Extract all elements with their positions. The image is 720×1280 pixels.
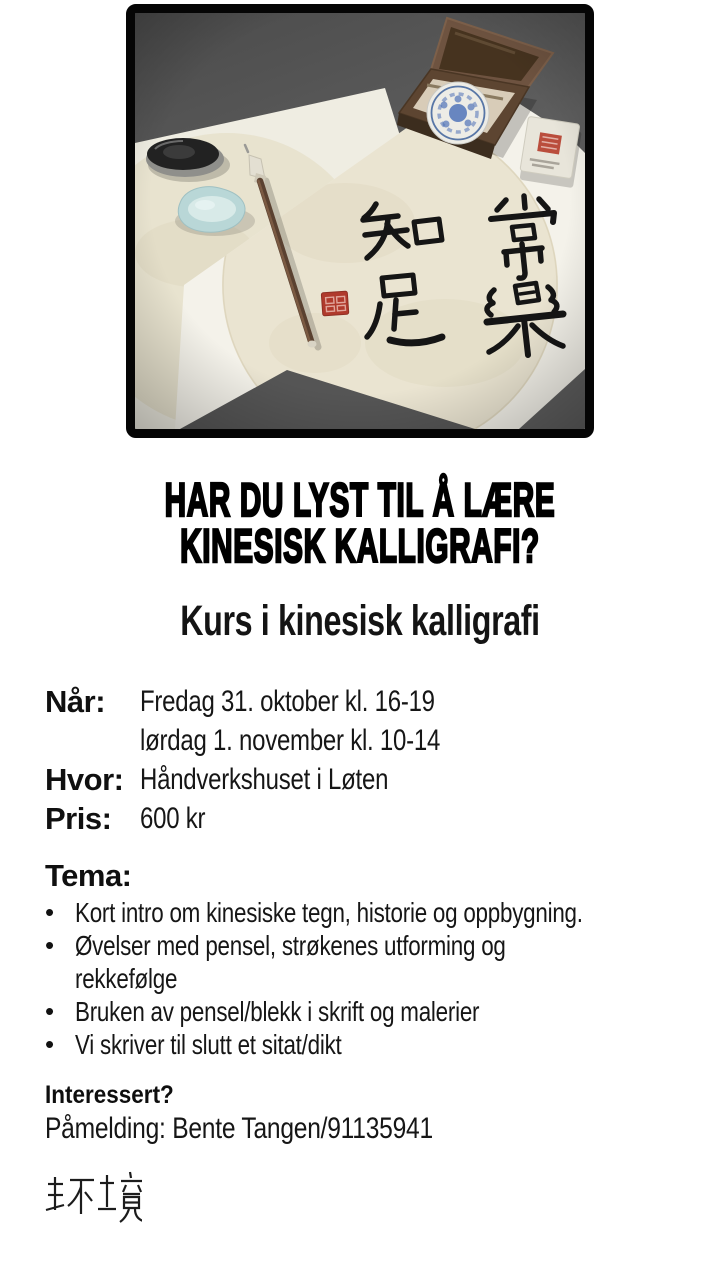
cjk-watermark (42, 1168, 142, 1226)
event-details (45, 682, 685, 838)
detail-value-when: Fredag 31. oktober kl. 16-19 lørdag 1. november kl. 10-14 (140, 685, 441, 757)
cjk-watermark-art (42, 1168, 142, 1226)
bullet-marker: • (45, 1029, 55, 1059)
tema-heading: Tema: (45, 858, 132, 893)
photo-vignette (135, 13, 585, 429)
detail-value-where: Håndverkshuset i Løten (140, 763, 389, 796)
detail-row-where (45, 760, 685, 799)
detail-label-where: Hvor: (45, 762, 124, 797)
course-photo (126, 4, 594, 438)
detail-row-when (45, 682, 685, 760)
tema-bullet-4: • Vi skriver til slutt et sitat/dikt (45, 1029, 342, 1060)
signup-info: Påmelding: Bente Tangen/91135941 (45, 1112, 433, 1145)
detail-row-price (45, 799, 685, 838)
detail-label-price: Pris: (45, 801, 112, 836)
detail-label-when: Når: (45, 684, 106, 719)
bullet-marker: • (45, 996, 55, 1026)
tema-bullet-1: • Kort intro om kinesiske tegn, historie og oppbygning. (45, 897, 583, 928)
bullet-marker: • (45, 930, 55, 960)
tema-section (45, 858, 705, 1061)
detail-value-price: 600 kr (140, 802, 206, 835)
bullet-marker: • (45, 897, 55, 927)
contact-section (45, 1080, 685, 1146)
headline-line-2: KINESISK KALLIGRAFI? (180, 518, 540, 573)
poster-headline (0, 472, 720, 573)
interested-heading: Interessert? (45, 1081, 174, 1109)
calligraphy-photo-art (135, 13, 585, 429)
tema-bullet-2: • Øvelser med pensel, strøkenes utforming og rekkefølge (45, 930, 506, 994)
course-title: Kurs i kinesisk kalligrafi (180, 597, 540, 645)
headline-line-1: HAR DU LYST TIL Å LÆRE (164, 472, 556, 527)
tema-bullet-3: • Bruken av pensel/blekk i skrift og malerier (45, 996, 480, 1027)
